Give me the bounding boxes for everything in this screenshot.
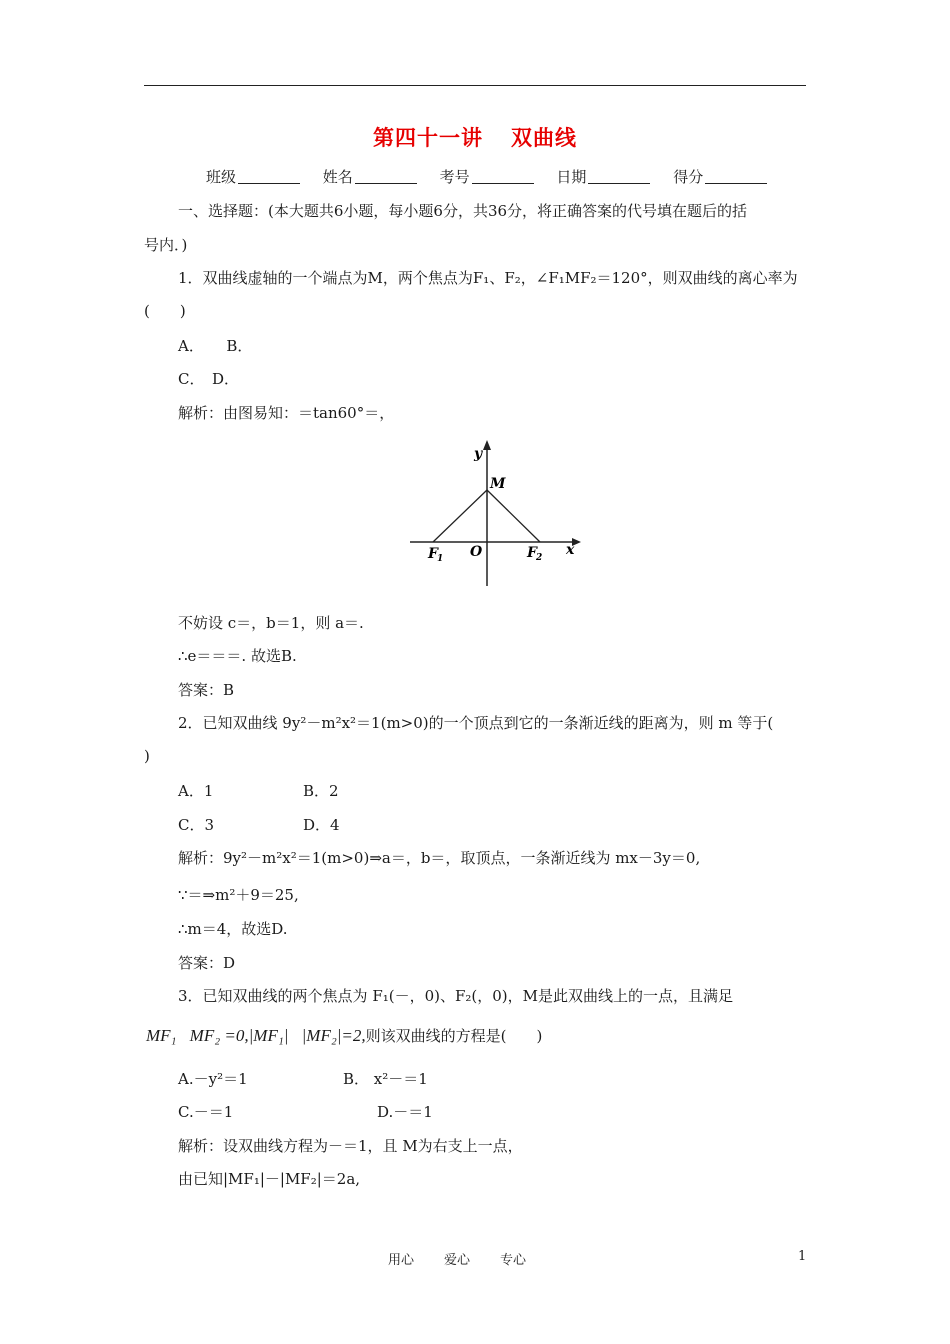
section-heading-cont: 号内．) — [144, 236, 188, 254]
q2-solution-2: ∵＝⇒m²＋9＝25, — [178, 886, 299, 904]
q3-option-c[interactable]: C.－＝1 — [178, 1103, 234, 1121]
label-y: y — [474, 446, 483, 462]
q1-solution-2: 不妨设 c＝，b＝1，则 a＝. — [178, 614, 364, 632]
section-heading: 一、选择题：(本大题共6小题，每小题6分，共36分，将正确答案的代号填在题后的括 — [178, 202, 748, 220]
hyperbola-figure — [400, 438, 590, 590]
label-m: M — [490, 476, 506, 492]
label-x: x — [566, 542, 575, 558]
field-class[interactable]: 班级 — [206, 166, 300, 187]
label-f1-sub: 1 — [437, 554, 444, 564]
q2-option-a[interactable]: A．1 — [178, 782, 214, 800]
q3-option-d[interactable]: D.－＝1 — [377, 1103, 433, 1121]
q3-stem-question: 则该双曲线的方程是( ) — [365, 1027, 543, 1045]
footer-motto-2: 爱心 — [444, 1253, 471, 1268]
label-f2: F — [527, 545, 537, 561]
q3-stem-cont — [146, 1026, 542, 1046]
label-f2-sub: 2 — [536, 553, 543, 563]
field-date[interactable]: 日期 — [556, 166, 650, 187]
q2-solution-3: ∴m＝4，故选D. — [178, 920, 288, 938]
title-topic: 双曲线 — [511, 126, 577, 150]
q2-option-d[interactable]: D．4 — [303, 816, 340, 834]
q1-stem-cont: ( ) — [144, 302, 186, 320]
page-footer — [388, 1249, 556, 1268]
field-exam-id[interactable]: 考号 — [440, 166, 534, 187]
q2-option-c[interactable]: C．3 — [178, 816, 215, 834]
q1-answer: 答案：B — [178, 681, 235, 699]
q2-answer: 答案：D — [178, 954, 236, 972]
q1-options-cd[interactable]: C． D． — [178, 370, 240, 388]
q3-option-a[interactable]: A.－y²＝1 — [178, 1070, 248, 1088]
q3-solution-2: 由已知|MF₁|－|MF₂|＝2a, — [178, 1170, 361, 1188]
q3-solution-1: 解析：设双曲线方程为－＝1，且 M为右支上一点， — [178, 1137, 523, 1155]
q2-solution-1: 解析：9y²－m²x²＝1(m>0)⇒a＝，b＝，取顶点，一条渐近线为 mx－3y＝0, — [178, 849, 701, 867]
title-main: 第四十一讲 — [373, 126, 483, 150]
label-f1: F — [428, 546, 438, 562]
q1-solution-1: 解析：由图易知：＝tan60°＝， — [178, 404, 395, 422]
q1-options-ab[interactable]: A． B． — [178, 337, 253, 355]
page-title — [0, 122, 950, 152]
q1-solution-3: ∴e＝＝＝. 故选B. — [178, 647, 297, 665]
footer-motto-3: 专心 — [500, 1253, 527, 1268]
q2-stem-cont: ) — [144, 747, 150, 765]
q3-option-b[interactable]: B． x²－＝1 — [343, 1070, 428, 1088]
q1-stem: 1．双曲线虚轴的一个端点为M，两个焦点为F₁、F₂，∠F₁MF₂＝120°，则双曲线的离心率为 — [178, 269, 798, 287]
field-score[interactable]: 得分 — [673, 166, 767, 187]
header-rule — [144, 85, 806, 86]
q2-option-b[interactable]: B．2 — [303, 782, 339, 800]
segment-m-f2 — [487, 490, 540, 542]
label-origin: O — [470, 544, 483, 560]
student-info-fields — [206, 166, 785, 187]
page-number: 1 — [798, 1249, 807, 1264]
segment-f1-m — [433, 490, 487, 542]
field-name[interactable]: 姓名 — [323, 166, 417, 187]
y-axis-arrow-icon — [483, 440, 491, 450]
q3-stem: 3．已知双曲线的两个焦点为 F₁(－，0)、F₂(，0)，M是此双曲线上的一点，且满足 — [178, 987, 734, 1005]
q3-vector-condition: MF₁⃞MF₂ =0,|MF₁|⃞|MF₂|=2, — [146, 1026, 366, 1045]
q2-stem: 2．已知双曲线 9y²－m²x²＝1(m>0)的一个顶点到它的一条渐近线的距离为，则 m 等于( — [178, 714, 774, 732]
footer-motto-1: 用心 — [388, 1253, 415, 1268]
